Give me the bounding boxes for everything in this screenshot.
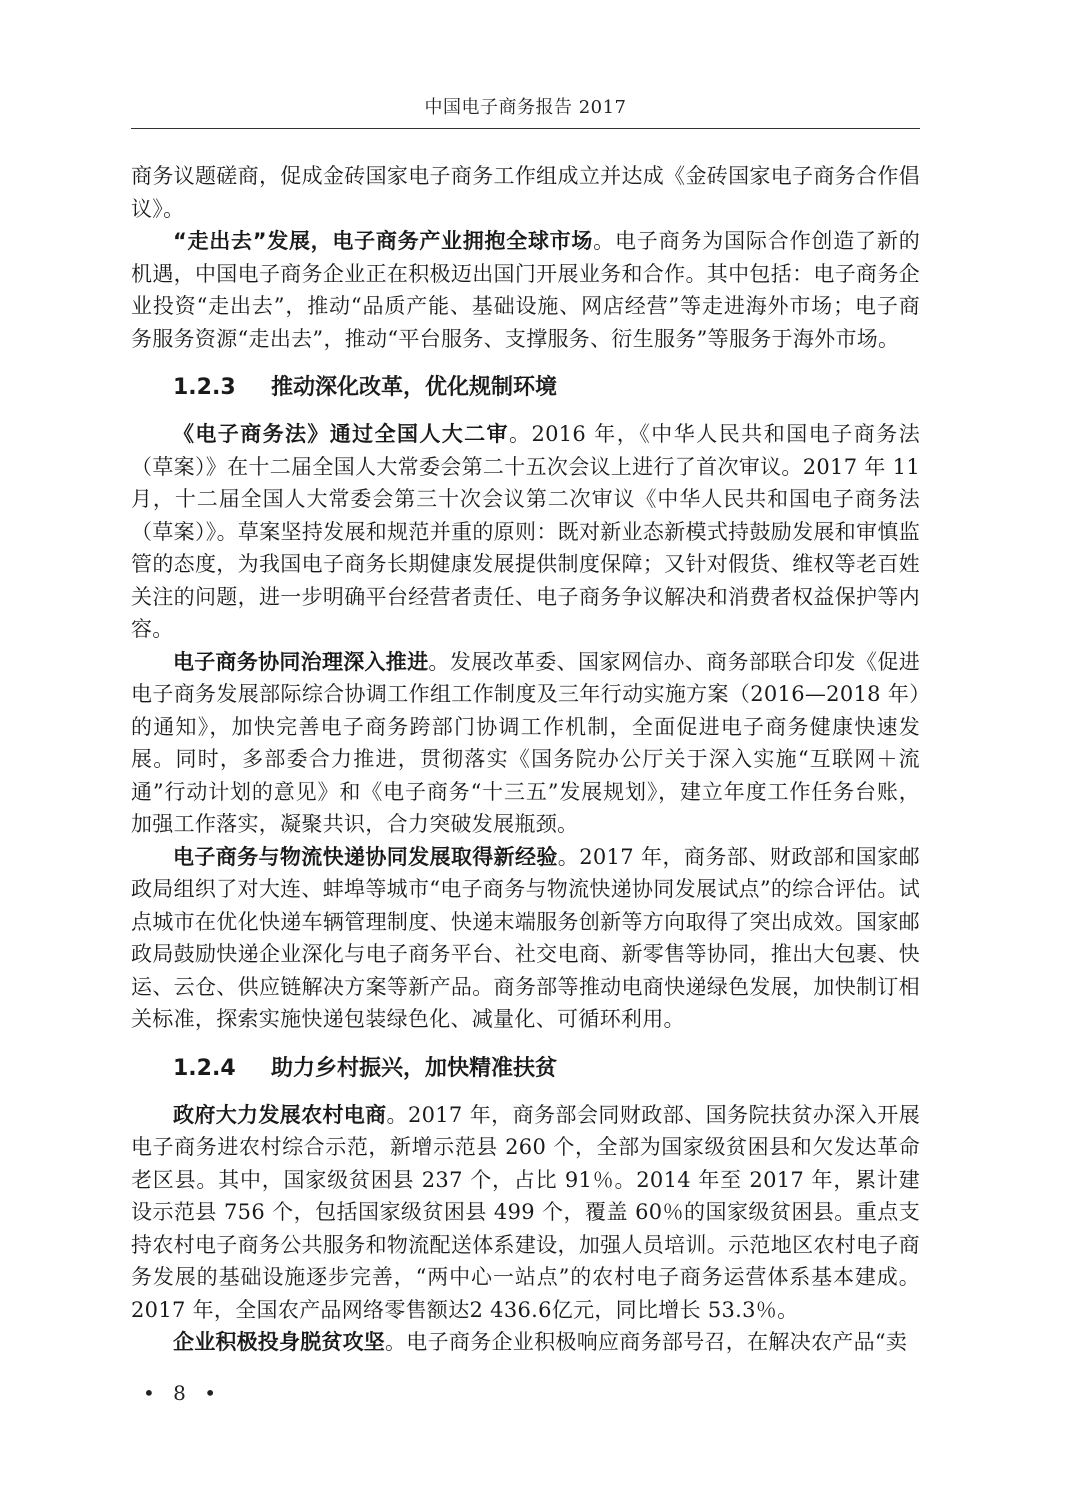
running-header: 中国电子商务报告 2017 — [424, 97, 627, 118]
section-number: 1.2.3 — [173, 375, 236, 400]
spacer — [131, 1036, 920, 1053]
paragraph-lead: 电子商务协同治理深入推进 — [173, 649, 429, 674]
section-heading-1-2-3 — [131, 372, 920, 404]
paragraph-continuation — [131, 160, 920, 225]
paragraph-collaborative-governance — [131, 646, 920, 841]
paragraph-lead: 政府大力发展农村电商 — [173, 1102, 387, 1127]
section-heading-1-2-4 — [131, 1053, 920, 1085]
header-rule — [131, 128, 920, 129]
spacer — [131, 355, 920, 372]
paragraph-going-global — [131, 225, 920, 355]
paragraph-text: 。2017 年，商务部、财政部和国家邮政局组织了对大连、蚌埠等城市“电子商务与物流快递协同发展试点”的综合评估。试点城市在优化快递车辆管理制度、快递末端服务创新等方向取得了突出成效。国家邮政局鼓励快递企业深化与电子商务平台、社交电商、新零售等协同，推出大包裹、快运、云仓、供应链解决方案等新产品。商务部等推动电商快递绿色发展，加快制订相关标准，探索实施快递包装绿色化、减量化、可循环利用。 — [131, 844, 920, 1031]
paragraph-ecommerce-law — [131, 418, 920, 646]
body-text — [131, 160, 920, 1359]
paragraph-text: 。发展改革委、国家网信办、商务部联合印发《促进电子商务发展部际综合协调工作组工作制度及三年行动实施方案（2016—2018 年）的通知》，加快完善电子商务跨部门协调工作机制，全面促进电子商务健康快速发展。同时，多部委合力推进，贯彻落实《国务院办公厅关于深入实施“互联网＋流通”行动计划的意见》和《电子商务“十三五”发展规划》，建立年度工作任务台账，加强工作落实，凝聚共识，合力突破发展瓶颈。 — [131, 649, 920, 836]
page-number: • 8 • — [143, 1381, 223, 1405]
paragraph-text: 。2016 年，《中华人民共和国电子商务法（草案）》在十二届全国人大常委会第二十五次会议上进行了首次审议。2017 年 11 月，十二届全国人大常委会第三十次会议第二次审议《中华人民共和国电子商务法（草案）》。草案坚持发展和规范并重的原则：既对新业态新模式持鼓励发展和审慎监管的态度，为我国电子商务长期健康发展提供制度保障；又针对假货、维权等老百姓关注的问题，进一步明确平台经营者责任、电子商务争议解决和消费者权益保护等内容。 — [131, 422, 921, 641]
paragraph-text: 。2017 年，商务部会同财政部、国务院扶贫办深入开展电子商务进农村综合示范，新增示范县 260 个，全部为国家级贫困县和欠发达革命老区县。其中，国家级贫困县 237 个，占比 91％。2014 年至 2017 年，累计建设示范县 756 个，包括国家级贫困县 499 个，覆盖 60％的国家级贫困县。重点支持农村电子商务公共服务和物流配送体系建设，加强人员培训。示范地区农村电子商务发展的基础设施逐步完善，“两中心一站点”的农村电子商务运营体系基本建成。2017 年，全国农产品网络零售额达2 436.6亿元，同比增长 53.3％。 — [131, 1102, 921, 1322]
section-number: 1.2.4 — [173, 1055, 236, 1081]
paragraph-rural-ecommerce — [131, 1099, 920, 1327]
spacer — [131, 404, 920, 418]
paragraph-text: 商务议题磋商，促成金砖国家电子商务工作组成立并达成《金砖国家电子商务合作倡议》。 — [131, 164, 920, 221]
paragraph-poverty-alleviation — [131, 1326, 920, 1359]
paragraph-text: 。电子商务企业积极响应商务部号召，在解决农产品“卖 — [385, 1330, 908, 1354]
paragraph-text: 。电子商务为国际合作创造了新的机遇，中国电子商务企业正在积极迈出国门开展业务和合作。其中包括：电子商务企业投资“走出去”，推动“品质产能、基础设施、网店经营”等走进海外市场；电子商务服务资源“走出去”，推动“平台服务、支撑服务、衍生服务”等服务于海外市场。 — [131, 229, 921, 351]
paragraph-lead: 企业积极投身脱贫攻坚 — [173, 1330, 385, 1354]
paragraph-lead: 《电子商务法》通过全国人大二审 — [173, 422, 509, 446]
spacer — [131, 1085, 920, 1099]
paragraph-lead: 电子商务与物流快递协同发展取得新经验 — [173, 844, 558, 869]
paragraph-lead: “走出去”发展，电子商务产业拥抱全球市场 — [173, 229, 594, 253]
paragraph-logistics — [131, 841, 920, 1036]
section-title: 助力乡村振兴，加快精准扶贫 — [271, 1055, 558, 1081]
section-title: 推动深化改革，优化规制环境 — [271, 375, 558, 400]
